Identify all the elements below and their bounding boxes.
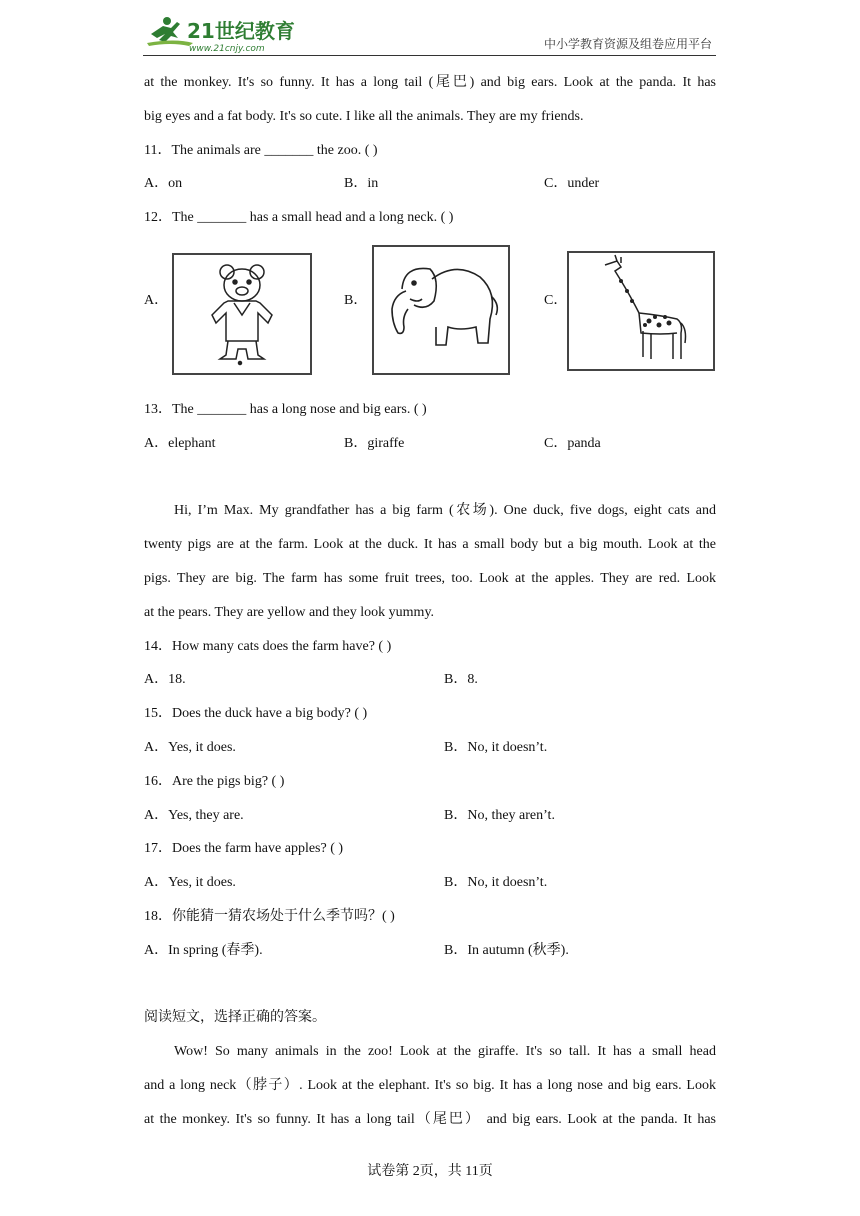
- option-a[interactable]: A．18.: [144, 672, 186, 688]
- question-18-stem: 18．你能猜一猜农场处于什么季节吗？( ): [144, 908, 395, 924]
- question-17-stem: 17．Does the farm have apples? ( ): [144, 841, 344, 857]
- question-14-stem: 14．How many cats does the farm have? ( ): [144, 638, 392, 654]
- question-13-options: [144, 427, 716, 461]
- question-16-stem: 16．Are the pigs big? ( ): [144, 773, 285, 789]
- option-c[interactable]: C．panda: [544, 435, 601, 451]
- question-14-options: [144, 663, 716, 697]
- option-a[interactable]: A．Yes, it does.: [144, 739, 236, 755]
- site-name: 中小学教育资源及组卷应用平台: [543, 37, 712, 51]
- passage3-line3: at the monkey. It's so funny. It has a long tail（尾巴） and big ears. Look at the panda. It has: [144, 1111, 716, 1127]
- page-footer: 试卷第 2页，共 11页: [367, 1164, 493, 1179]
- question-17-options: [144, 866, 716, 900]
- passage3-line2: and a long neck（脖子）. Look at the elephant. It's so big. It has a long nose and big ears. Look: [144, 1077, 716, 1093]
- option-b[interactable]: B．8.: [444, 672, 478, 688]
- question-12-stem: 12．The _______ has a small head and a long neck. ( ): [144, 210, 454, 226]
- option-c[interactable]: C．under: [544, 176, 600, 192]
- passage2-line3: pigs. They are big. The farm has some fruit trees, too. Look at the apples. They are red. Look: [144, 570, 716, 586]
- page-header: [143, 10, 716, 56]
- option-b[interactable]: B．No, they aren’t.: [444, 807, 555, 823]
- spacer: [144, 968, 716, 1002]
- option-a[interactable]: A．Yes, it does.: [144, 875, 236, 891]
- option-b[interactable]: B．No, it doesn’t.: [444, 739, 548, 755]
- option-a[interactable]: A．In spring (春季).: [144, 942, 263, 958]
- question-15-stem: 15．Does the duck have a big body? ( ): [144, 706, 368, 722]
- logo-21cnjy: [145, 12, 315, 54]
- bear-picture[interactable]: [172, 253, 312, 375]
- passage3-line1: Wow! So many animals in the zoo! Look at the giraffe. It's so tall. It has a small head: [174, 1044, 716, 1060]
- option-b[interactable]: B．No, it doesn’t.: [444, 875, 548, 891]
- giraffe-icon: [569, 253, 713, 369]
- option-a[interactable]: A．on: [144, 176, 183, 192]
- giraffe-picture[interactable]: [567, 251, 715, 371]
- question-11-options: [144, 167, 716, 201]
- option-b[interactable]: B．in: [344, 176, 379, 192]
- elephant-picture[interactable]: [372, 245, 510, 375]
- question-18-options: [144, 934, 716, 968]
- question-11-stem: 11．The animals are _______ the zoo. ( ): [144, 142, 378, 158]
- option-a-label[interactable]: A．: [144, 292, 169, 308]
- question-12-picture-options: [144, 235, 716, 393]
- passage1-line1: at the monkey. It's so funny. It has a long tail (尾巴) and big ears. Look at the panda. It has: [144, 75, 716, 90]
- option-a[interactable]: A．Yes, they are.: [144, 807, 244, 823]
- elephant-icon: [374, 247, 508, 373]
- passage1-line2: big eyes and a fat body. It's so cute. I like all the animals. They are my friends.: [144, 108, 584, 124]
- question-16-options: [144, 799, 716, 833]
- logo-main-text: 21世纪教育: [187, 19, 295, 43]
- option-c-label[interactable]: C．: [544, 292, 568, 308]
- bear-icon: [174, 255, 310, 373]
- passage2-line1: Hi, I’m Max. My grandfather has a big farm (农场). One duck, five dogs, eight cats and: [174, 503, 716, 519]
- spacer: [144, 461, 716, 495]
- question-13-stem: 13．The _______ has a long nose and big ears. ( ): [144, 401, 427, 417]
- question-15-options: [144, 731, 716, 765]
- option-b[interactable]: B．giraffe: [344, 435, 405, 451]
- section-instruction: 阅读短文，选择正确的答案。: [144, 1010, 326, 1026]
- passage2-line2: twenty pigs are at the farm. Look at the duck. It has a small body but a big mouth. Look at the: [144, 537, 716, 553]
- option-b[interactable]: B．In autumn (秋季).: [444, 942, 569, 958]
- logo-url-text: www.21cnjy.com: [189, 44, 265, 54]
- passage2-line4: at the pears. They are yellow and they look yummy.: [144, 604, 435, 620]
- option-a[interactable]: A．elephant: [144, 435, 216, 451]
- option-b-label[interactable]: B．: [344, 292, 368, 308]
- exam-content: [144, 66, 716, 1137]
